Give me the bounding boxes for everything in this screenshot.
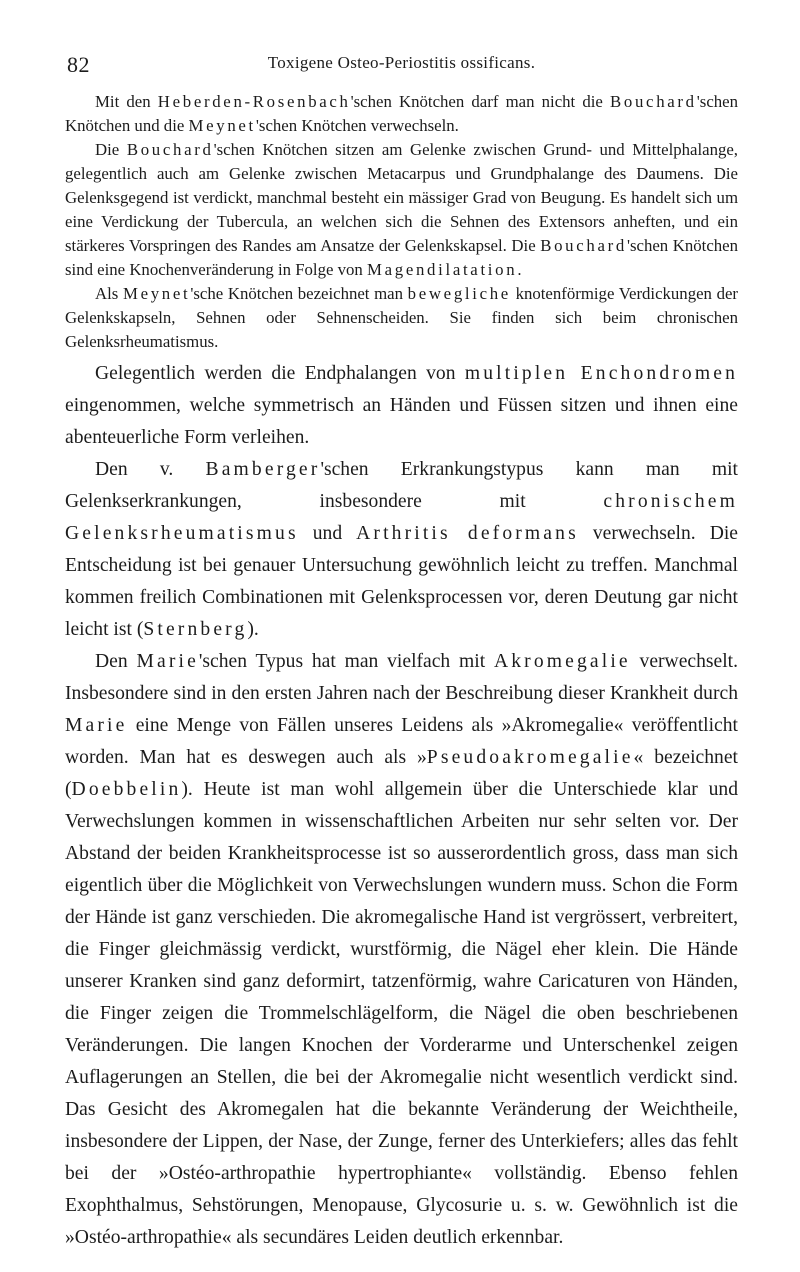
emphasized-text: Doebbelin: [71, 779, 182, 800]
emphasized-text: Bamberger: [205, 459, 321, 480]
text-run: Als: [95, 284, 123, 303]
text-run: knotenförmige Verdickungen der Gelenkskapseln, Sehnen oder Sehnenscheiden. Sie finden sich beim chronischen Gelenksrheumatismus.: [65, 284, 739, 351]
main-text-section: [65, 358, 738, 1254]
emphasized-text: Bouchard: [610, 92, 697, 111]
emphasized-text: bewegliche: [407, 284, 511, 303]
emphasized-text: Heberden-Rosenbach: [157, 92, 351, 111]
text-run: eingenommen, welche symmetrisch an Händen und Füssen sitzen und ihnen eine abenteuerliche Form verleihen.: [65, 395, 738, 448]
emphasized-text: chronischem Gelenksrheumatismus: [65, 491, 738, 544]
emphasized-text: Sternberg: [143, 619, 248, 640]
text-run: ). Heute ist man wohl allgemein über die Unterschiede klar und Verwechslungen kommen in wissenschaftlichen Arbeiten nur sehr selten vor. Der Abstand der beiden Krankheitsprocesse ist so ausserordentlich gross, dass man sich eigentlich über die Möglichkeit von Verwechslungen wundern muss. Schon die Form der Hände ist ganz verschieden. Die akromegalische Hand ist vergrössert, verbreitert, die Finger gleichmässig verdickt, wurstförmig, die Nägel eher klein. Die Hände unserer Kranken sind ganz deformirt, tatzenförmig, wahre Caricaturen von Händen, die Finger zeigen die Trommelschlägelform, die Nägel die oben beschriebenen Veränderungen. Die langen Knochen der Vorderarme und Unterschenkel zeigen Auflagerungen an Stellen, die bei der Akromegalie nicht wesentlich verdickt sind. Das Gesicht des Akromegalen hat die bekannte Veränderung der Weichtheile, insbesondere der Lippen, der Nase, der Zunge, ferner des Unterkiefers; alles das fehlt bei der »Ostéo-arthropathie hypertrophiante« vollständig. Ebenso fehlen Exophthalmus, Sehstörungen, Menopause, Glycosurie u. s. w. Gewöhnlich ist die »Ostéo-arthropathie« als secundäres Leiden deutlich erkennbar.: [65, 779, 738, 1248]
emphasized-text: Bouchard: [540, 236, 627, 255]
text-run: « bezeichnet (: [65, 747, 738, 800]
text-run: eine Menge von Fällen unseres Leidens als »Akromegalie« veröffentlicht worden. Man hat es deswegen auch als »: [65, 715, 738, 768]
text-run: Den: [95, 651, 137, 672]
text-run: 'schen Erkrankungstypus kann man mit Gelenkserkrankungen, insbesondere mit: [65, 459, 738, 512]
text-run: 'schen Knötchen verwechseln.: [255, 116, 459, 135]
emphasized-text: Arthritis deformans: [356, 523, 579, 544]
emphasized-text: Marie: [65, 715, 128, 736]
emphasized-text: multiplen Enchondromen: [464, 363, 738, 384]
paragraph: [65, 282, 738, 354]
emphasized-text: Marie: [136, 651, 199, 672]
emphasized-text: Pseudoakromegalie: [426, 747, 634, 768]
text-run: Die: [95, 140, 127, 159]
page-number: 82: [67, 52, 90, 77]
paragraph: [65, 646, 738, 1254]
text-run: Den v.: [95, 459, 206, 480]
paragraph: [65, 138, 738, 282]
text-run: ).: [247, 619, 259, 640]
text-run: 'schen Knötchen darf man nicht die: [350, 92, 611, 111]
text-run: Gelegentlich werden die Endphalangen von: [95, 363, 465, 384]
text-run: 'sche Knötchen bezeichnet man: [190, 284, 408, 303]
emphasized-text: Akromegalie: [493, 651, 631, 672]
emphasized-text: Meynet: [188, 116, 256, 135]
text-run: Mit den: [95, 92, 158, 111]
text-run: verwechselt. Insbesondere sind in den ersten Jahren nach der Beschreibung dieser Krankheit durch: [65, 651, 738, 704]
paragraph: [65, 90, 738, 138]
text-run: .: [517, 260, 522, 279]
running-title: Toxigene Osteo-Periostitis ossificans.: [267, 53, 536, 72]
text-run: 'schen Knötchen sind eine Knochenveränderung in Folge von: [65, 236, 739, 279]
text-run: 'schen Typus hat man vielfach mit: [198, 651, 494, 672]
emphasized-text: Bouchard: [126, 140, 214, 159]
text-run: 'schen Knötchen und die: [65, 92, 738, 135]
small-print-section: [65, 90, 738, 354]
paragraph: [65, 358, 738, 454]
page-header: [65, 0, 738, 90]
text-run: verwechseln. Die Entscheidung ist bei genauer Untersuchung gewöhnlich leicht zu treffen. Manchmal kommen freilich Combinationen mit Gelenksprocessen vor, deren Deutung gar nicht leicht ist (: [65, 523, 738, 640]
emphasized-text: Magendilatation: [367, 260, 518, 279]
text-run: 'schen Knötchen sitzen am Gelenke zwischen Grund- und Mittelphalange, gelegentlich auch am Gelenke zwischen Metacarpus und Grundphalange des Daumens. Die Gelenksgegend ist verdickt, manchmal besteht ein mässiger Grad von Beugung. Es handelt sich um eine Verdickung der Tubercula, an welchen sich die Sehnen des Extensors anheften, und ein stärkeres Vorspringen des Randes am Ansatze der Gelenkskapsel. Die: [65, 140, 738, 255]
text-run: und: [298, 523, 357, 544]
paragraph: [65, 454, 738, 646]
emphasized-text: Meynet: [122, 284, 191, 303]
